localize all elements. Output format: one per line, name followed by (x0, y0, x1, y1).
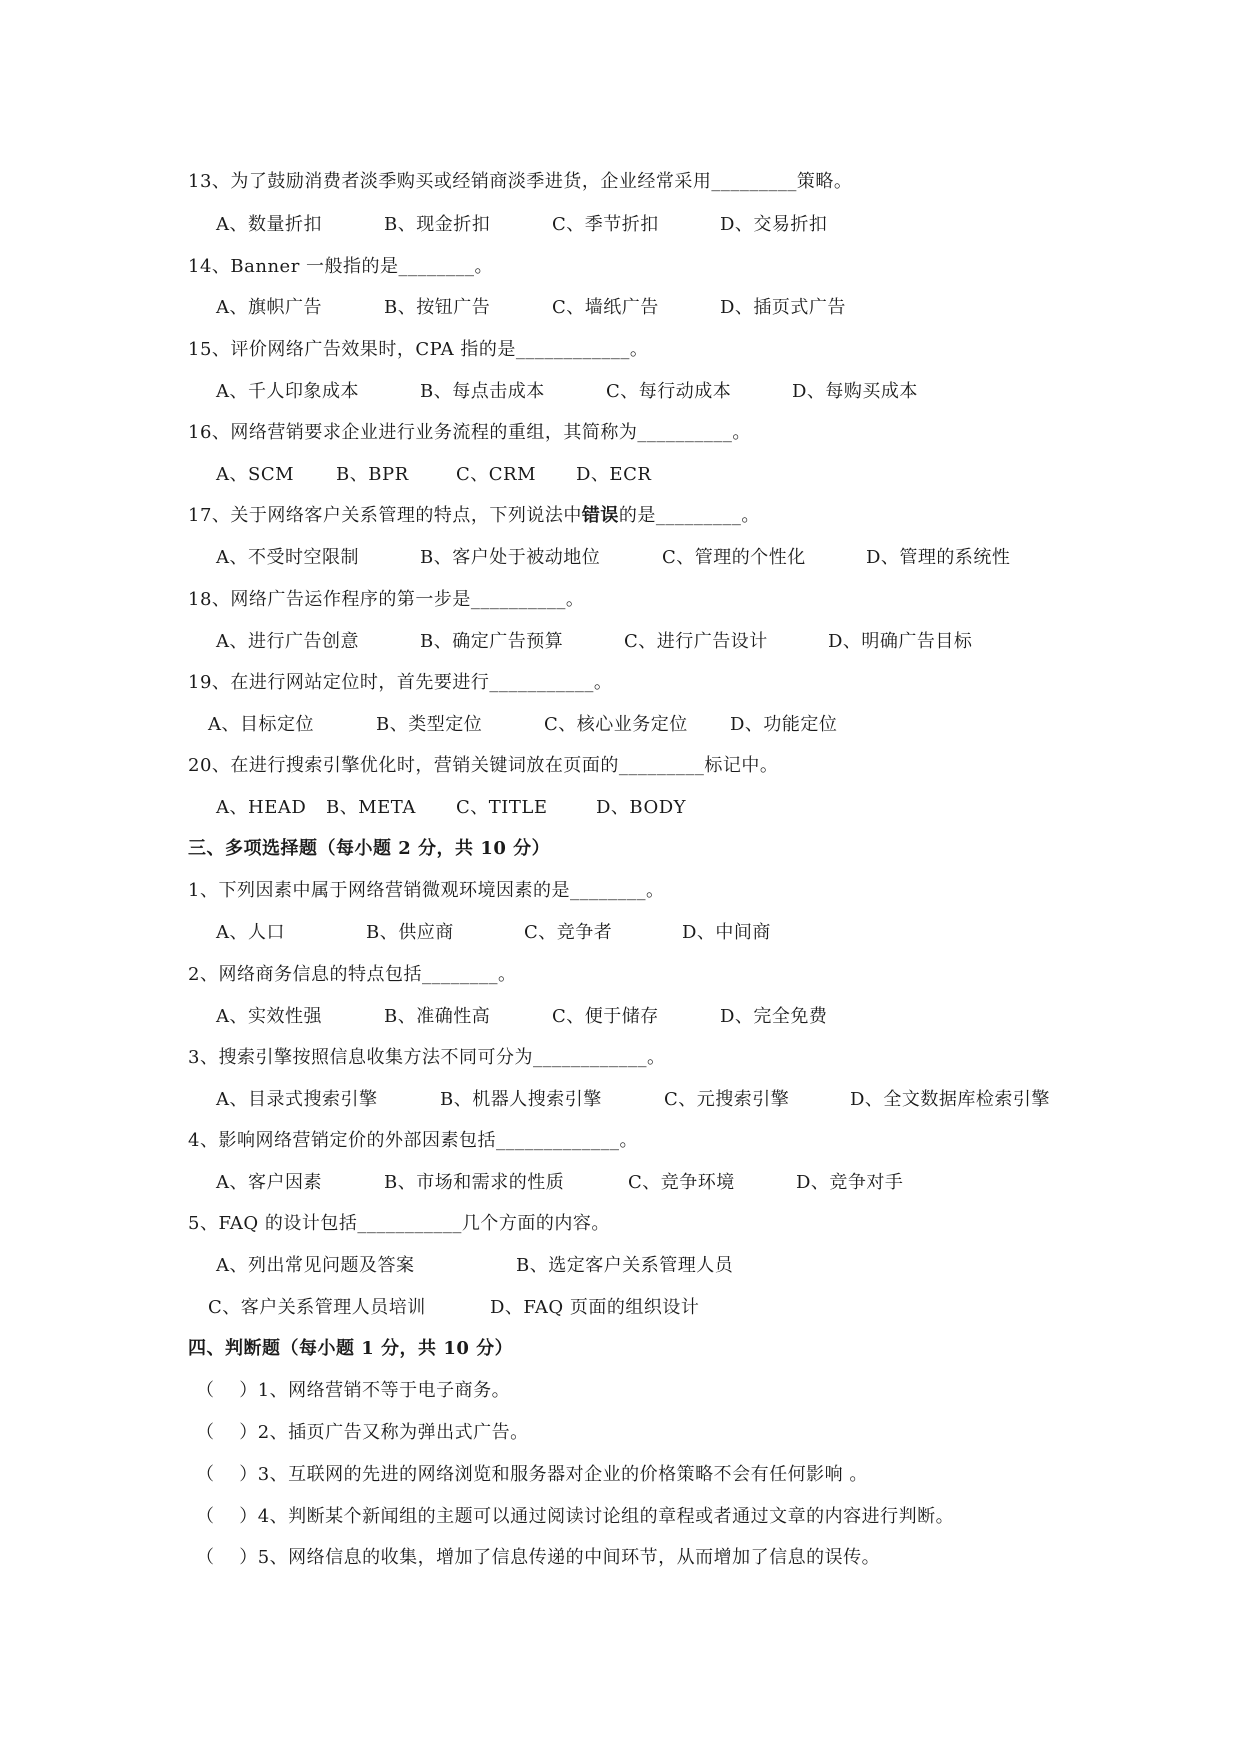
q18-option-c: C、进行广告设计 (624, 631, 768, 652)
question-19: 19、在进行网站定位时，首先要进行___________。 (188, 672, 613, 693)
judgment-item-4: （ ）4、判断某个新闻组的主题可以通过阅读讨论组的章程或者通过文章的内容进行判断。 (196, 1506, 955, 1527)
q13-option-b: B、现金折扣 (384, 214, 491, 235)
q20-option-b: B、META (326, 797, 416, 818)
q17-option-a: A、不受时空限制 (216, 547, 359, 568)
q18-option-b: B、确定广告预算 (420, 631, 564, 652)
multi-question-3: 3、搜索引擎按照信息收集方法不同可分为____________。 (188, 1047, 666, 1068)
q15-option-a: A、千人印象成本 (216, 381, 359, 402)
m2-option-b: B、准确性高 (384, 1006, 491, 1027)
q20-option-d: D、BODY (596, 797, 687, 818)
q14-option-c: C、墙纸广告 (552, 297, 659, 318)
q20-option-c: C、TITLE (456, 797, 548, 818)
q14-option-b: B、按钮广告 (384, 297, 491, 318)
q19-option-c: C、核心业务定位 (544, 714, 688, 735)
q15-option-c: C、每行动成本 (606, 381, 732, 402)
multi-question-4: 4、影响网络营销定价的外部因素包括_____________。 (188, 1130, 638, 1151)
q16-option-b: B、BPR (336, 464, 409, 485)
q17-text-bold: 错误 (581, 505, 619, 526)
q19-option-a: A、目标定位 (208, 714, 314, 735)
multi-question-5: 5、FAQ 的设计包括___________几个方面的内容。 (188, 1213, 610, 1234)
judgment-item-3: （ ）3、互联网的先进的网络浏览和服务器对企业的价格策略不会有任何影响 。 (196, 1464, 868, 1485)
question-14: 14、Banner 一般指的是________。 (188, 256, 494, 277)
q13-option-c: C、季节折扣 (552, 214, 659, 235)
m3-option-b: B、机器人搜索引擎 (440, 1089, 602, 1110)
q16-option-d: D、ECR (576, 464, 652, 485)
judgment-item-5: （ ）5、网络信息的收集，增加了信息传递的中间环节，从而增加了信息的误传。 (196, 1547, 881, 1568)
q16-option-a: A、SCM (216, 464, 295, 485)
m5-option-d: D、FAQ 页面的组织设计 (490, 1297, 700, 1318)
multi-question-1: 1、下列因素中属于网络营销微观环境因素的是________。 (188, 880, 665, 901)
q19-option-b: B、类型定位 (376, 714, 483, 735)
m1-option-c: C、竞争者 (524, 922, 613, 943)
q14-option-d: D、插页式广告 (720, 297, 846, 318)
q15-option-d: D、每购买成本 (792, 381, 918, 402)
m2-option-d: D、完全免费 (720, 1006, 828, 1027)
q18-option-d: D、明确广告目标 (828, 631, 973, 652)
m1-option-b: B、供应商 (366, 922, 454, 943)
q18-option-a: A、进行广告创意 (216, 631, 359, 652)
q20-option-a: A、HEAD (216, 797, 307, 818)
multi-question-2: 2、网络商务信息的特点包括________。 (188, 964, 517, 985)
m5-option-b: B、选定客户关系管理人员 (516, 1255, 734, 1276)
q14-option-a: A、旗帜广告 (216, 297, 322, 318)
question-16: 16、网络营销要求企业进行业务流程的重组，其简称为__________。 (188, 422, 751, 443)
section-3-title: 三、多项选择题（每小题 2 分，共 10 分） (188, 838, 551, 859)
q17-option-b: B、客户处于被动地位 (420, 547, 601, 568)
m3-option-c: C、元搜索引擎 (664, 1089, 790, 1110)
question-20: 20、在进行搜索引擎优化时，营销关键词放在页面的_________标记中。 (188, 755, 779, 776)
m4-option-a: A、客户因素 (216, 1172, 322, 1193)
m3-option-d: D、全文数据库检索引擎 (850, 1089, 1050, 1110)
question-17 (188, 501, 760, 527)
question-18: 18、网络广告运作程序的第一步是__________。 (188, 589, 585, 610)
q13-option-a: A、数量折扣 (216, 214, 322, 235)
m4-option-d: D、竞争对手 (796, 1172, 904, 1193)
m4-option-b: B、市场和需求的性质 (384, 1172, 565, 1193)
question-13: 13、为了鼓励消费者淡季购买或经销商淡季进货，企业经常采用_________策略。 (188, 171, 853, 192)
q15-option-b: B、每点击成本 (420, 381, 545, 402)
question-15: 15、评价网络广告效果时，CPA 指的是____________。 (188, 339, 649, 360)
q16-option-c: C、CRM (456, 464, 537, 485)
judgment-item-2: （ ）2、插页广告又称为弹出式广告。 (196, 1422, 529, 1443)
q17-option-d: D、管理的系统性 (866, 547, 1011, 568)
q19-option-d: D、功能定位 (730, 714, 838, 735)
q13-option-d: D、交易折扣 (720, 214, 828, 235)
m5-option-c: C、客户关系管理人员培训 (208, 1297, 426, 1318)
m2-option-a: A、实效性强 (216, 1006, 322, 1027)
q17-option-c: C、管理的个性化 (662, 547, 806, 568)
m4-option-c: C、竞争环境 (628, 1172, 735, 1193)
m1-option-a: A、人口 (216, 922, 285, 943)
m3-option-a: A、目录式搜索引擎 (216, 1089, 378, 1110)
m2-option-c: C、便于储存 (552, 1006, 659, 1027)
judgment-item-1: （ ）1、网络营销不等于电子商务。 (196, 1380, 511, 1401)
m5-option-a: A、列出常见问题及答案 (216, 1255, 415, 1276)
q17-text-before: 17、关于网络客户关系管理的特点，下列说法中 (188, 505, 582, 526)
section-4-title: 四、判断题（每小题 1 分，共 10 分） (188, 1338, 514, 1359)
m1-option-d: D、中间商 (682, 922, 771, 943)
q17-text-after: 的是_________。 (618, 505, 760, 526)
